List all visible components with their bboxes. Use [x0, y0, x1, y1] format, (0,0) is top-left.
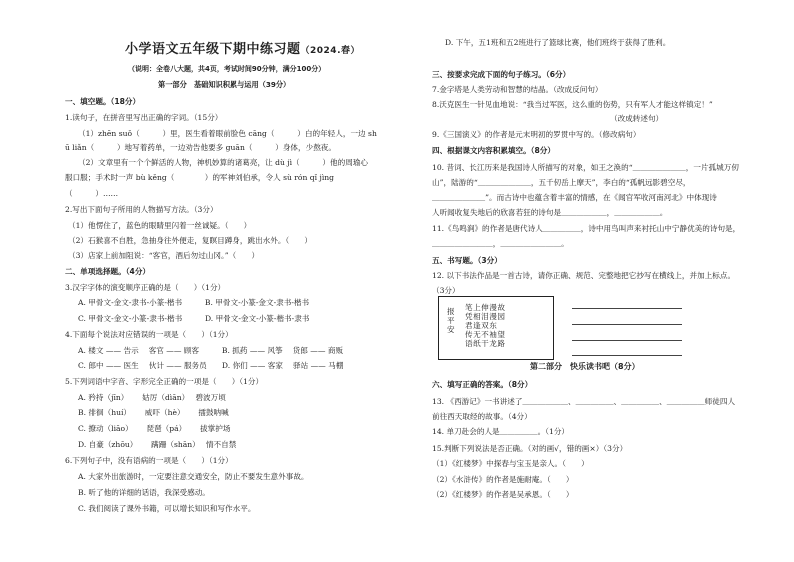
question-line: ū liǎn（ ）地写着药单，一边劝告他要多 guān（ ）身体，少熬夜。	[65, 143, 336, 152]
calligraphy-row: 君逢双东	[465, 321, 498, 330]
question-line: 13. 《西游记》一书讲述了＿＿＿＿＿＿、＿＿＿＿＿、＿＿＿＿＿、＿＿＿＿＿师徒四人	[432, 397, 736, 406]
option-line: A. 甲骨文-金文-隶书-小篆-楷书 B. 甲骨文-小篆-金文-隶书-楷书	[78, 298, 310, 307]
calligraphy-image	[438, 296, 554, 360]
question-line: 1.读句子，在拼音里写出正确的字词。（15分）	[65, 113, 223, 122]
part-one-heading: 第一部分 基础知识积累与运用（39分）	[158, 80, 291, 89]
part-two-heading: 第二部分 快乐读书吧（8分）	[530, 362, 640, 371]
calligraphy-row: 语纸干龙路	[465, 339, 506, 348]
question-line: 12. 以下书法作品是一首古诗，请你正确、规范、完整地把它抄写在横线上，并加上标点。	[432, 271, 736, 280]
calligraphy-row: 传无不袖望	[465, 330, 506, 339]
calligraphy-grid	[465, 303, 505, 348]
question-line: （3分）	[432, 286, 460, 295]
question-line: ＿＿＿＿＿＿＿＿，＿＿＿＿＿＿＿＿。	[432, 239, 569, 248]
question-line: 11.《鸟鸣涧》的作者是唐代诗人＿＿＿＿＿，诗中用鸟叫声来衬托山中宁静优美的诗句是，	[432, 224, 741, 233]
question-line: （1）他愣住了，蓝色的眼睛里闪着一丝诚疑。（ ）	[68, 221, 252, 230]
question-line: （2）文章里有一个个鲜活的人物，神机妙算的诸葛亮，让 dù jì（ ）他的周瑜心	[78, 158, 368, 167]
answer-line[interactable]	[572, 340, 682, 341]
answer-line[interactable]	[572, 308, 682, 309]
exam-title	[125, 38, 360, 57]
question-line: 2.写出下面句子所用的人物描写方法。（3分）	[65, 205, 218, 214]
question-line: 9.《三国演义》的作者是元末明初的罗贯中写的。（修改病句）	[432, 130, 641, 139]
question-line: 5.下列词语中字音、字形完全正确的一项是（ ）（1分）	[65, 377, 264, 386]
question-line: 4.下面每个说法对应错误的一项是（ ）（1分）	[65, 330, 233, 339]
option-line: C. 郎中 —— 医生 伙计 —— 服务员 D. 你们 —— 客家 驿站 —— 马棚	[78, 361, 344, 370]
question-line: （2）《水浒传》的作者是施耐庵。（ ）	[432, 475, 574, 484]
option-line: B. 听了他的详细的话语，我深受感动。	[78, 488, 210, 497]
section-heading: 五、书写题。（3分）	[432, 256, 502, 265]
question-line: 人听闻收复失地后的欣喜若狂的诗句是＿＿＿＿＿＿，＿＿＿＿＿＿。	[432, 208, 668, 217]
option-line: C. 撩动（liāo） 琵琶（pá） 拔掌护场	[78, 424, 231, 433]
question-line: 14. 单刀赴会的人是＿＿＿＿＿。（1分）	[432, 427, 570, 436]
section-heading: 三、按要求完成下面的句子练习。（6分）	[432, 70, 571, 79]
option-line: D. 自豪（zhōu） 蹒跚（shān） 情不自禁	[78, 440, 237, 449]
question-line: 前往西天取经的故事。（4分）	[432, 412, 532, 421]
title-suffix: （2024.春）	[300, 46, 360, 56]
question-line: （2）《红楼梦》的作者是吴承恩。（ ）	[432, 490, 574, 499]
question-line: 6.下列句子中，没有语病的一项是（ ）（1分）	[65, 456, 233, 465]
calligraphy-side-text: 报平安	[447, 307, 455, 334]
question-line: 3.汉字字体的演变顺序正确的是（ ）（1分）	[65, 283, 226, 292]
calligraphy-row: 笔上伸漫故	[465, 303, 506, 312]
section-heading: 一、填空题。（18分）	[65, 97, 141, 106]
question-line: （ ）……	[65, 189, 119, 198]
option-line: A. 大家外出旅游时，一定要注意交通安全，防止不要发生意外事故。	[78, 472, 309, 481]
title-main: 小学语文五年级下期中练习题	[125, 42, 301, 57]
question-line: （3）店家上前加阻说：“客官，酒后勿过山冈。”（ ）	[68, 251, 260, 260]
option-line: A. 矜持（jīn） 姑厉（dìān） 碧波万顷	[78, 393, 226, 402]
question-line: 7.金字塔是人类劳动和智慧的结晶。（改成反问句）	[432, 85, 603, 94]
answer-line[interactable]	[572, 355, 682, 356]
question-line: 15.判断下列说法是否正确。（对的画√，错的画×）（3分）	[432, 444, 628, 453]
section-heading: 二、单项选择题。（4分）	[65, 267, 151, 276]
section-heading: 四、根据课文内容积累填空。（8分）	[432, 146, 555, 155]
option-line: C. 我们阅读了课外书籍，可以增长知识和写作水平。	[78, 504, 256, 513]
question-line: 山”，陆游的“＿＿＿＿＿＿＿，五千仞岳上摩天”，李白的“孤帆远影碧空尽，	[432, 178, 691, 187]
question-line: （改成转述句）	[610, 114, 664, 123]
answer-line[interactable]	[572, 324, 682, 325]
question-line: （1）zhēn suǒ（ ）里，医生看着眼前脸色 cāng（ ）白的年轻人，一边 sh	[78, 129, 377, 138]
question-line: （2）石猴喜不自胜，急抽身往外便走，复瞑目蹲身，跳出水外。（ ）	[68, 236, 313, 245]
question-line: 8.沃克医生一针见血地说：“我当过军医，这么重的伤势，只有军人才能这样镇定！”	[432, 100, 713, 109]
exam-note: （说明：全卷八大题，共4页，考试时间90分钟，满分100分）	[128, 65, 326, 73]
question-line: ＿＿＿＿＿＿＿”。而古诗中也蕴含着丰富的情感，在《闻官军收河南河北》中体现诗	[432, 193, 717, 202]
question-line: 10. 昔词、长江历来是我国诗人所描写的对象，如王之涣的“＿＿＿＿＿＿＿，一片孤城万仞	[432, 163, 739, 172]
question-line: 服口服；手术时一声 bù kěng（ ）的军神刘伯承，令人 sù rón qǐ jìng	[65, 173, 335, 182]
question-line: （1）《红楼梦》中探春与宝玉是亲人。（ ）	[432, 459, 589, 468]
section-heading: 六、填写正确的答案。（8分）	[432, 380, 533, 389]
option-line: C. 甲骨文-金文-小篆-隶书-楷书 D. 甲骨文-金文-小篆-楷书-隶书	[78, 314, 310, 323]
option-line: A. 楼文 —— 告示 客官 —— 顾客 B. 抓药 —— 风筝 货郎 —— 商贩	[78, 346, 344, 355]
option-line: D. 下午，五1班和五2班进行了篮球比赛，他们班终于获得了胜利。	[445, 38, 671, 47]
calligraphy-row: 凭相泪漫园	[465, 312, 506, 321]
option-line: B. 徘徊（huí） 威吓（hè） 擂鼓呐喊	[78, 408, 229, 417]
